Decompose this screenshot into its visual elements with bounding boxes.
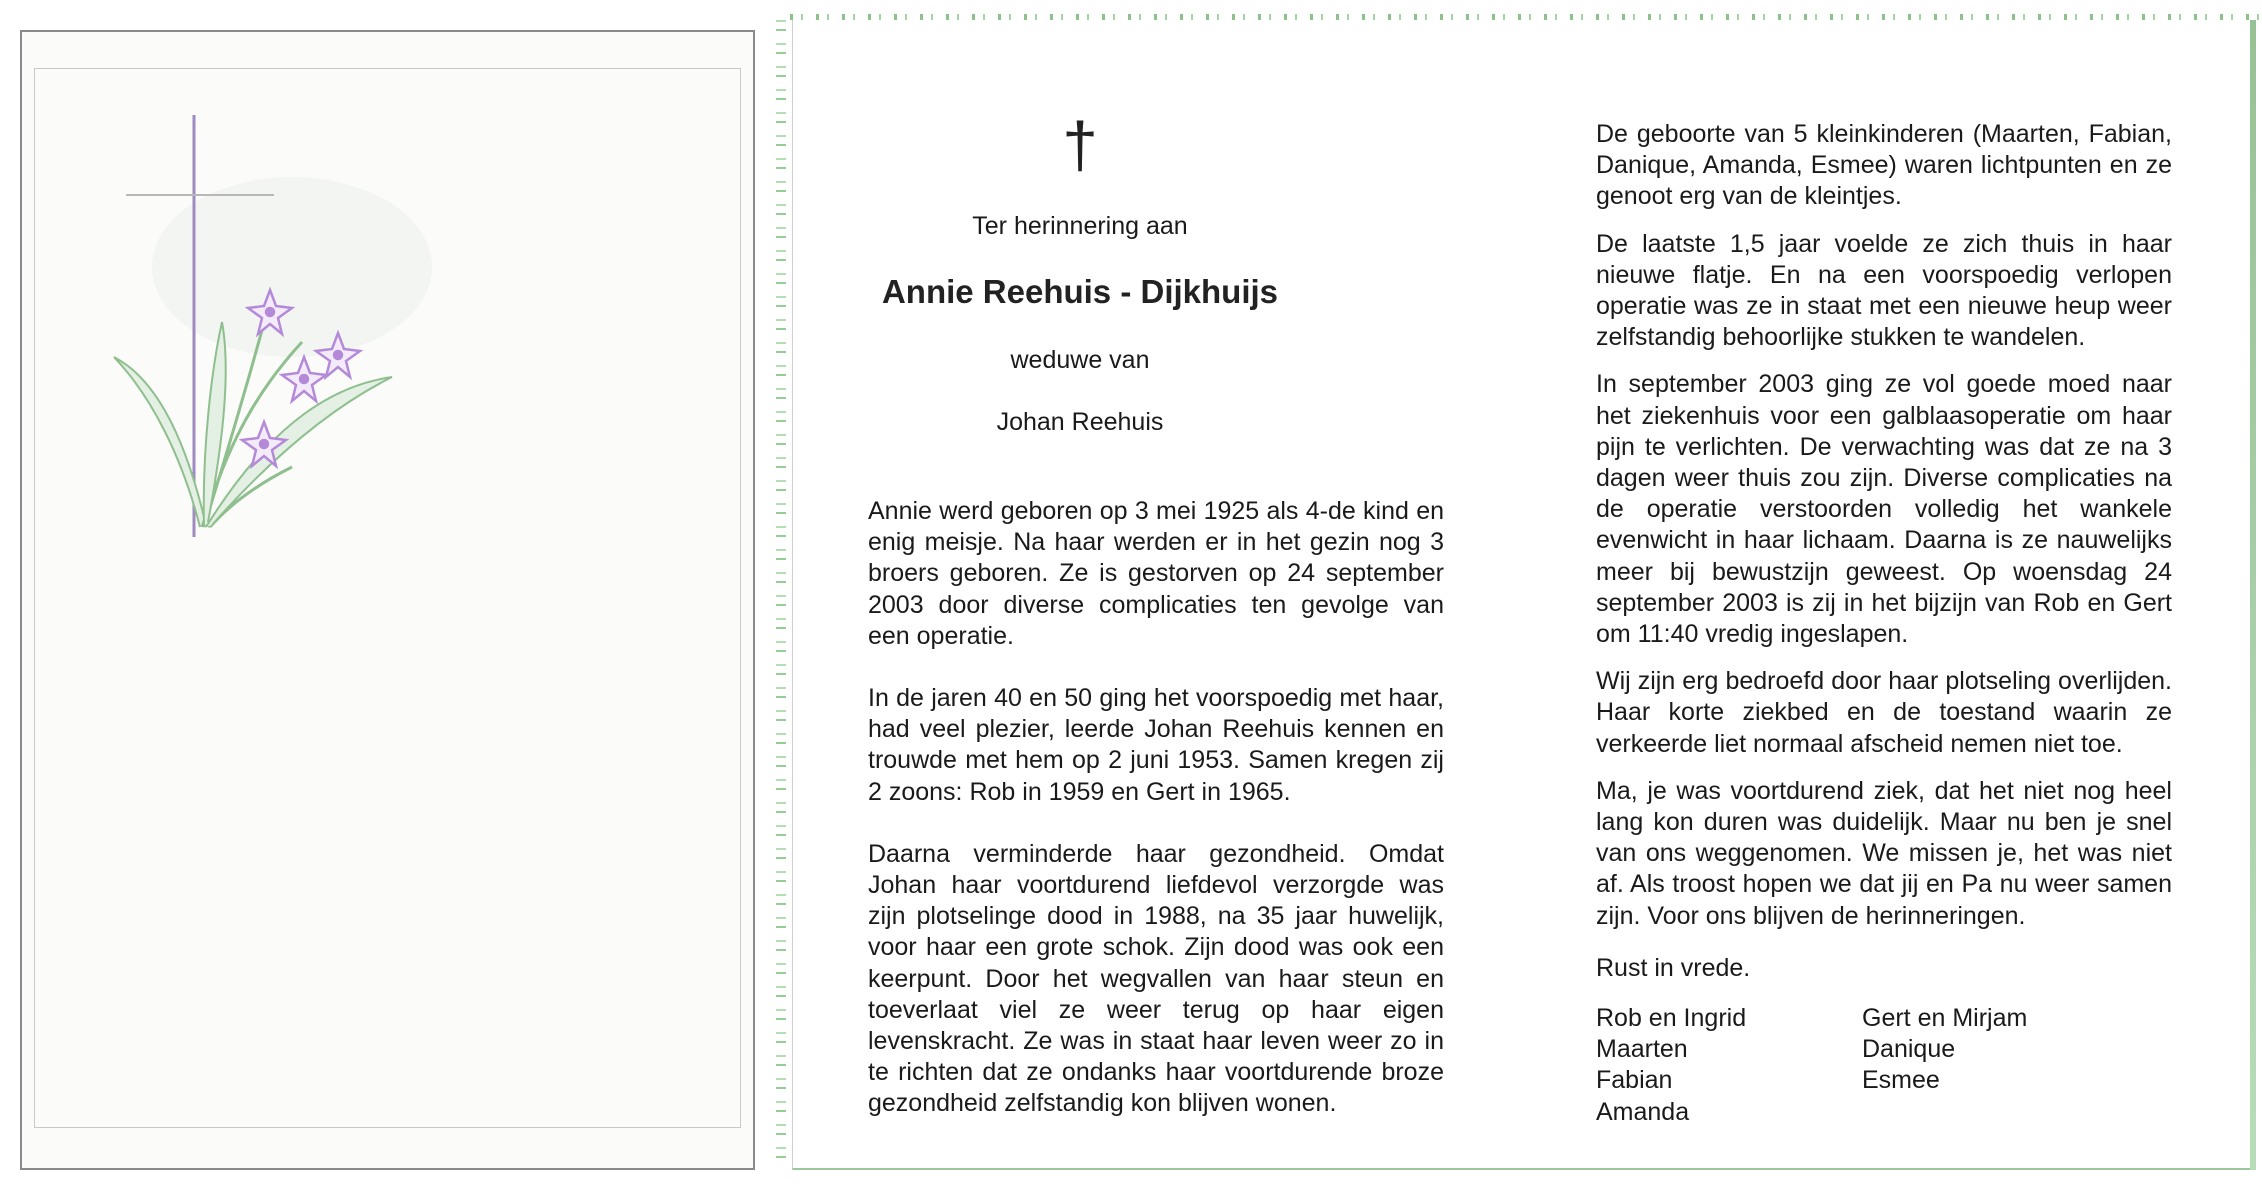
scan-edge-left bbox=[776, 20, 786, 1170]
paragraph: De geboorte van 5 kleinkinderen (Maarten, Fabian, Danique, Amanda, Esmee) waren lichtpunten en ze genoot erg van de kleintjes. bbox=[1596, 120, 2172, 211]
family-member: Gert en Mirjam bbox=[1862, 1004, 2028, 1032]
biography-right-column bbox=[1596, 119, 2172, 948]
cross-icon: † bbox=[1062, 109, 1098, 181]
family-member: Fabian bbox=[1596, 1066, 1673, 1095]
family-member: Maarten bbox=[1596, 1035, 1688, 1064]
memory-line: Ter herinnering aan bbox=[972, 212, 1188, 240]
husband-name: Johan Reehuis bbox=[996, 408, 1164, 436]
biography-left-column bbox=[868, 496, 1444, 1151]
closing-line: Rust in vrede. bbox=[1596, 954, 1751, 982]
cross-with-flowers-icon bbox=[92, 107, 432, 547]
paragraph: Wij zijn erg bedroefd door haar plotseling overlijden. Haar korte ziekbed en de toestand waarin ze verkeerde liet normaal afscheid nemen niet toe. bbox=[1596, 667, 2172, 758]
paragraph: In september 2003 ging ze vol goede moed naar het ziekenhuis voor een galblaasoperatie om haar pijn te verlichten. De verwachting was dat ze na 3 dagen weer thuis zou zijn. Diverse complicaties na de operatie verstoorden volledig het wankele evenwicht in haar lichaam. Daarna is ze nauwelijks meer bij bewustzijn geweest. Op woensdag 24 september 2003 is zij in het bijzijn van Rob en Gert om 11:40 vredig ingeslapen. bbox=[1596, 370, 2172, 649]
deceased-name: Annie Reehuis - Dijkhuijs bbox=[881, 273, 1279, 310]
memorial-card-cover bbox=[20, 30, 755, 1170]
paragraph: In de jaren 40 en 50 ging het voorspoedig met haar, had veel plezier, leerde Johan Reehuis kennen en trouwde met hem op 2 juni 1953. Samen kregen zij 2 zoons: Rob in 1959 en Gert in 1965. bbox=[868, 684, 1444, 806]
paragraph: Ma, je was voortdurend ziek, dat het niet nog heel lang kon duren was duidelijk. Maar nu ben je snel van ons weggenomen. We missen je, het was niet af. Als troost hopen we dat jij en Pa nu weer samen zijn. Voor ons blijven de herinneringen. bbox=[1596, 776, 2172, 930]
family-member: Rob en Ingrid bbox=[1596, 1004, 1747, 1032]
paragraph: De laatste 1,5 jaar voelde ze zich thuis in haar nieuwe flatje. En na een voorspoedig verlopen operatie was ze in staat met een nieuwe heup weer zelfstandig behoorlijke stukken te wandelen. bbox=[1596, 229, 2172, 352]
family-member: Amanda bbox=[1596, 1097, 1690, 1126]
family-list-right bbox=[1862, 1003, 2027, 1097]
widow-line: weduwe van bbox=[1010, 346, 1150, 374]
family-member: Danique bbox=[1862, 1035, 1956, 1064]
paragraph: Daarna verminderde haar gezondheid. Omdat Johan haar voortdurend liefdevol verzorgde was zijn plotselinge dood in 1988, na 35 jaar huwelijk, voor haar een grote schok. Zijn dood was ook een keerpunt. Door het wegvallen van haar steun en toeverlaat viel ze weer terug op haar eigen levenskracht. Ze was in staat haar leven weer zo in te richten dat ze ondanks haar voortdurende broze gezondheid zelfstandig kon blijven wonen. bbox=[868, 839, 1444, 1118]
paragraph: Annie werd geboren op 3 mei 1925 als 4-de kind en enig meisje. Na haar werden er in het gezin nog 3 broers geboren. Ze is gestorven op 24 september 2003 door diverse complicaties ten gevolge van een operatie. bbox=[868, 497, 1444, 650]
family-member: Esmee bbox=[1862, 1066, 1940, 1095]
family-list-left bbox=[1596, 1003, 1746, 1128]
